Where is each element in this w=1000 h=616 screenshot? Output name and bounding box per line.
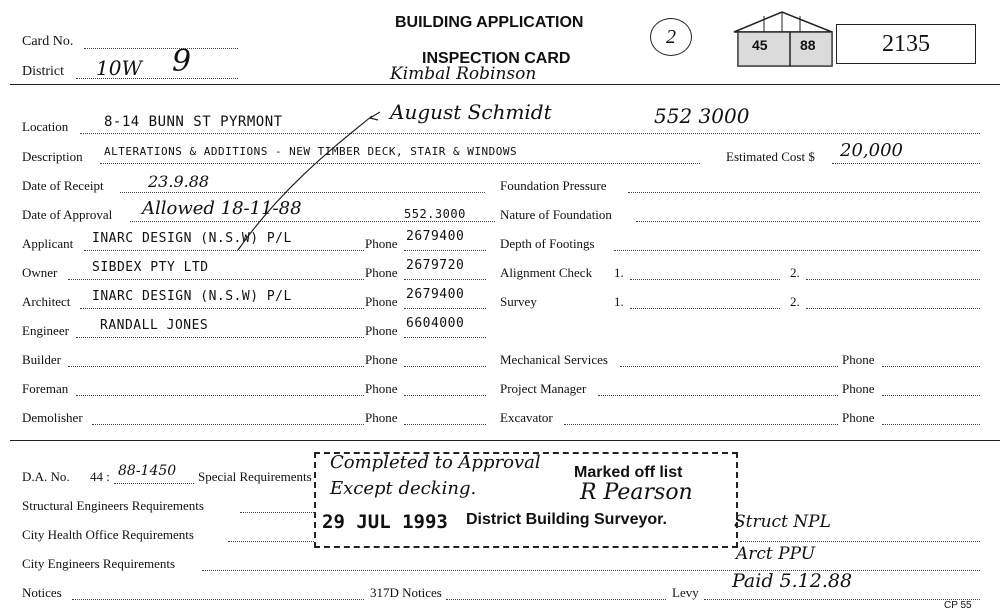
applicant-phone-line [404, 250, 486, 251]
stamp-marked-off: Marked off list [574, 464, 683, 481]
form-code: CP 55 [944, 600, 972, 611]
builder-phone-label: Phone [365, 352, 398, 367]
survey-one-line [630, 308, 780, 309]
district-value: 10W [96, 56, 143, 80]
da-line [114, 483, 194, 484]
engineer-line [76, 337, 364, 338]
location-name: August Schmidt [390, 100, 552, 124]
health-line-right [740, 541, 980, 542]
description-label: Description [22, 149, 83, 164]
city-eng-line [202, 570, 980, 571]
owner-line [68, 279, 364, 280]
notices-317d-label: 317D Notices [370, 585, 442, 600]
foreman-line [76, 395, 364, 396]
health-label: City Health Office Requirements [22, 527, 194, 542]
project-manager-label: Project Manager [500, 381, 587, 396]
engineer-label: Engineer [22, 323, 69, 338]
owner-phone: 2679720 [406, 258, 465, 273]
project-manager-phone-label: Phone [842, 381, 875, 396]
circled-number: 2 [650, 18, 692, 56]
da-prefix: 44 : [90, 469, 110, 484]
notices-label: Notices [22, 585, 62, 600]
map-ref-2: 88 [800, 37, 816, 53]
mechanical-label: Mechanical Services [500, 352, 608, 367]
owner-phone-line [404, 279, 486, 280]
mechanical-line [620, 366, 838, 367]
city-eng-label: City Engineers Requirements [22, 556, 176, 571]
notices-line [72, 599, 364, 600]
card-no-label: Card No. [22, 34, 74, 49]
levy-line [704, 599, 980, 600]
stamp-completed-line: Completed to Approval [330, 452, 541, 473]
stamp-signature: R Pearson [580, 480, 693, 505]
engineer-value: RANDALL JONES [100, 318, 209, 333]
mechanical-phone-line [882, 366, 980, 367]
notices-317d-line [446, 599, 666, 600]
foreman-phone-label: Phone [365, 381, 398, 396]
card-number-box: 2135 [836, 24, 976, 64]
architect-label: Architect [22, 294, 71, 309]
alignment-label: Alignment Check [500, 265, 593, 280]
survey-label: Survey [500, 294, 537, 309]
applicant-phone: 2679400 [406, 229, 465, 244]
alignment-one-label: 1. [614, 265, 624, 280]
architect-phone-label: Phone [365, 294, 398, 309]
structural-label: Structural Engineers Requirements [22, 498, 204, 513]
title-building-application: BUILDING APPLICATION [395, 14, 584, 31]
location-label: Location [22, 119, 69, 134]
da-label: D.A. No. [22, 469, 70, 484]
district-label: District [22, 64, 64, 79]
architect-phone: 2679400 [406, 287, 465, 302]
description-value: ALTERATIONS & ADDITIONS - NEW TIMBER DECK, STAIR & WINDOWS [104, 145, 518, 158]
receipt-label: Date of Receipt [22, 178, 104, 193]
estimated-cost-value: 20,000 [840, 140, 903, 161]
owner-value: SIBDEX PTY LTD [92, 260, 209, 275]
location-value: 8-14 BUNN ST PYRMONT [104, 114, 283, 130]
health-line [228, 541, 314, 542]
foreman-phone-line [404, 395, 486, 396]
demolisher-phone-line [404, 424, 486, 425]
receipt-value: 23.9.88 [148, 172, 210, 191]
survey-two-label: 2. [790, 294, 800, 309]
health-note: Arct PPU [736, 544, 816, 564]
owner-label: Owner [22, 265, 58, 280]
levy-label: Levy [672, 585, 699, 600]
builder-phone-line [404, 366, 486, 367]
applicant-line [84, 250, 364, 251]
foreman-label: Foreman [22, 381, 69, 396]
stamp-surveyor: District Building Surveyor. [466, 511, 667, 528]
applicant-phone-label: Phone [365, 236, 398, 251]
applicant-value: INARC DESIGN (N.S.W) P/L [92, 231, 292, 246]
project-manager-line [598, 395, 838, 396]
architect-value: INARC DESIGN (N.S.W) P/L [92, 289, 292, 304]
da-value: 88-1450 [118, 463, 177, 479]
estimated-cost-label: Estimated Cost $ [726, 149, 815, 164]
structural-line [240, 512, 314, 513]
details-divider [10, 440, 1000, 441]
survey-two-line [806, 308, 980, 309]
approval-label: Date of Approval [22, 207, 113, 222]
engineer-phone-label: Phone [365, 323, 398, 338]
excavator-label: Excavator [500, 410, 553, 425]
stamp-date: 29 JUL 1993 [322, 511, 448, 533]
owner-phone-label: Phone [365, 265, 398, 280]
demolisher-line [92, 424, 364, 425]
levy-value: Paid 5.12.88 [732, 570, 853, 592]
demolisher-label: Demolisher [22, 410, 83, 425]
survey-one-label: 1. [614, 294, 624, 309]
architect-line [80, 308, 364, 309]
mechanical-phone-label: Phone [842, 352, 875, 367]
location-phone: 552 3000 [654, 104, 750, 128]
depth-footings-label: Depth of Footings [500, 236, 595, 251]
district-number: 9 [172, 44, 192, 79]
project-manager-phone-line [882, 395, 980, 396]
names-scribble: Kimbal Robinson [390, 64, 537, 84]
stamp-except-line: Except decking. [330, 478, 477, 499]
applicant-label: Applicant [22, 236, 74, 251]
alignment-two-line [806, 279, 980, 280]
builder-line [68, 366, 364, 367]
alignment-two-label: 2. [790, 265, 800, 280]
engineer-phone-line [404, 337, 486, 338]
architect-phone-line [404, 308, 486, 309]
special-requirements-label: Special Requirements [198, 469, 312, 484]
excavator-line [564, 424, 838, 425]
approval-value: Allowed 18-11-88 [142, 198, 302, 219]
builder-label: Builder [22, 352, 61, 367]
alignment-one-line [630, 279, 780, 280]
foundation-pressure-label: Foundation Pressure [500, 178, 607, 193]
title-inspection-card: INSPECTION CARD [422, 50, 571, 67]
excavator-phone-line [882, 424, 980, 425]
depth-footings-line [614, 250, 980, 251]
nature-foundation-label: Nature of Foundation [500, 207, 612, 222]
structural-note: Struct NPL [734, 512, 831, 532]
excavator-phone-label: Phone [842, 410, 875, 425]
approval-phone: 552.3000 [404, 207, 466, 221]
demolisher-phone-label: Phone [365, 410, 398, 425]
engineer-phone: 6604000 [406, 316, 465, 331]
map-ref-1: 45 [752, 37, 768, 53]
